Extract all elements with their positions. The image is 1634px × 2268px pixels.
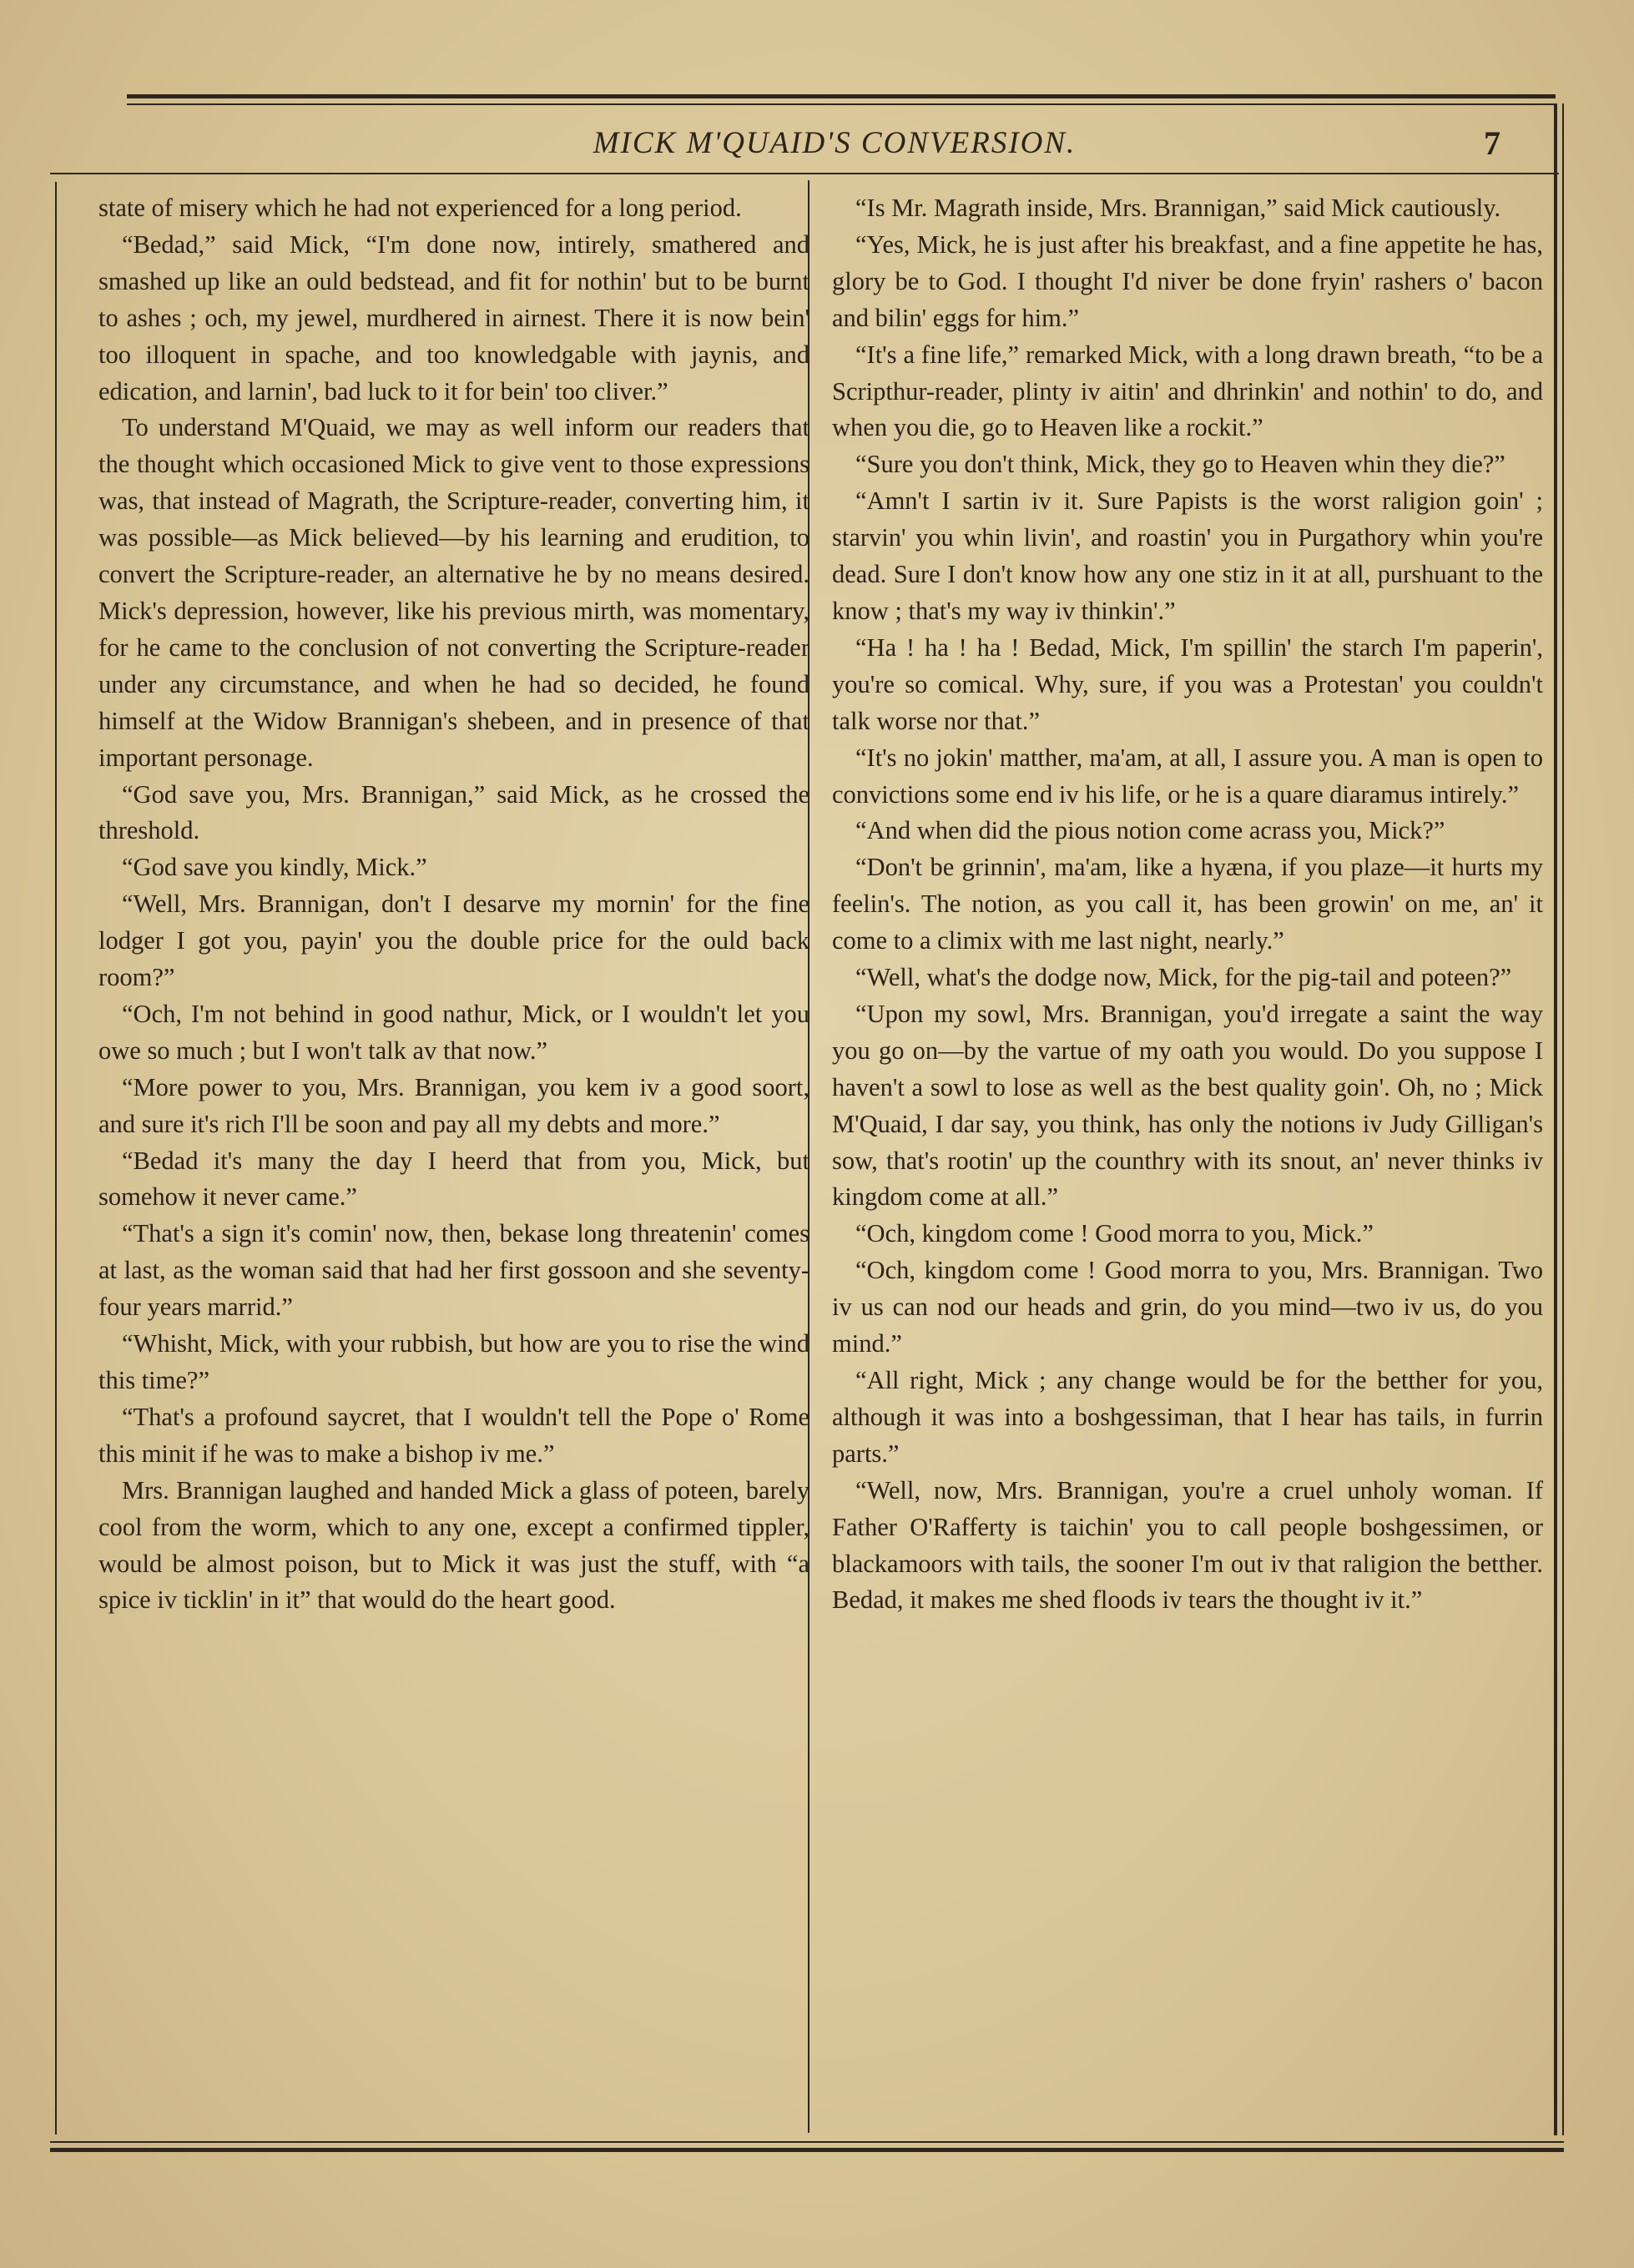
paragraph: “Bedad,” said Mick, “I'm done now, intirely, smathered and smashed up like an ould bedstead, and fit for nothin' but to be burnt to ashes ; och, my jewel, murdhered in airnest. There it is now bein' too illoquent in spache, and too knowledgable with jaynis, and edication, and larnin', bad luck to it for bein' too cliver.” (98, 229, 809, 406)
paragraph: “Och, I'm not behind in good nathur, Mick, or I wouldn't let you owe so much ; but I won't talk av that now.” (98, 999, 809, 1065)
paragraph: “God save you, Mrs. Brannigan,” said Mick, as he crossed the threshold. (98, 779, 809, 845)
paragraph: “Bedad it's many the day I heerd that from you, Mick, but somehow it never came.” (98, 1146, 809, 1212)
paragraph: “Ha ! ha ! ha ! Bedad, Mick, I'm spillin' the starch I'm paperin', you're so comical. Why, sure, if you was a Protestan' you couldn't talk worse nor that.” (832, 633, 1543, 735)
paragraph: “God save you kindly, Mick.” (122, 853, 427, 882)
paragraph: “Is Mr. Magrath inside, Mrs. Brannigan,” said Mick cautiously. (855, 194, 1501, 222)
paragraph: “Upon my sowl, Mrs. Brannigan, you'd irregate a saint the way you go on—by the vartue of my oath you would. Do you suppose I haven't a sowl to lose as well as the best quality goin'. Oh, no ; Mick M'Quaid, I dar say, you think, has only the notions iv Judy Gilligan's sow, that's rootin' up the counthry with its snout, an' never thinks iv kingdom come at all.” (832, 999, 1543, 1212)
paragraph: state of misery which he had not experienced for a long period. (98, 194, 742, 222)
paragraph: “It's a fine life,” remarked Mick, with a long drawn breath, “to be a Scripthur-reader, plinty iv aitin' and dhrinkin' and nothin' to do, and when you die, go to Heaven like a rockit.” (832, 340, 1543, 442)
paragraph: “Well, what's the dodge now, Mick, for the pig-tail and poteen?” (855, 963, 1512, 992)
paragraph: “That's a sign it's comin' now, then, bekase long threatenin' comes at last, as the woman said that had her first gossoon and she seventy-four years marrid.” (98, 1219, 809, 1322)
outer-right-rule-a (1554, 103, 1557, 2135)
paragraph: “That's a profound saycret, that I wouldn't tell the Pope o' Rome this minit if he was to make a bishop iv me.” (98, 1402, 809, 1468)
paragraph: “Sure you don't think, Mick, they go to Heaven whin they die?” (855, 450, 1505, 479)
paragraph: Mrs. Brannigan laughed and handed Mick a glass of poteen, barely cool from the worm, which to any one, except a confirmed tippler, would be almost poison, but to Mick it was just the stuff, with “a spice iv ticklin' in it” that would do the heart good. (98, 1475, 809, 1615)
paragraph: “Don't be grinnin', ma'am, like a hyæna, if you plaze—it hurts my feelin's. The notion, as you call it, has been growin' on me, an' it come to a climix with me last night, nearly.” (832, 853, 1543, 955)
page-number: 7 (1484, 124, 1500, 162)
outer-right-rule-b (1562, 103, 1564, 2135)
paragraph: “Well, now, Mrs. Brannigan, you're a cruel unholy woman. If Father O'Rafferty is taichin' you to call people boshgessimen, or blackamoors with tails, the sooner I'm out iv that raligion the betther. Bedad, it makes me shed floods iv tears the thought iv it.” (832, 1475, 1543, 1615)
outer-left-rule (55, 182, 57, 2134)
paragraph: “And when did the pious notion come acrass you, Mick?” (855, 816, 1445, 845)
paragraph: “Well, Mrs. Brannigan, don't I desarve my mornin' for the fine lodger I got you, payin' you the double price for the ould back room?” (98, 890, 809, 992)
bottom-rule-thick (50, 2148, 1564, 2152)
running-head-title: MICK M'QUAID'S CONVERSION. (593, 126, 1077, 160)
paragraph: “All right, Mick ; any change would be for the betther for you, although it was into a boshgessiman, that I hear has tails, in furrin parts.” (832, 1366, 1543, 1468)
bottom-rule-thin (50, 2141, 1564, 2143)
paragraph: “Yes, Mick, he is just after his breakfast, and a fine appetite he has, glory be to God. I thought I'd niver be done fryin' rashers o' bacon and bilin' eggs for him.” (832, 229, 1543, 332)
right-column (832, 190, 1543, 1619)
left-column (98, 190, 809, 1619)
paragraph: “Och, kingdom come ! Good morra to you, Mick.” (855, 1219, 1374, 1248)
header-rule (50, 173, 1559, 174)
top-rule-thin (127, 103, 1556, 105)
paragraph: “Och, kingdom come ! Good morra to you, Mrs. Brannigan. Two iv us can nod our heads and grin, do you mind—two iv us, do you mind.” (832, 1256, 1543, 1358)
paragraph: “Whisht, Mick, with your rubbish, but how are you to rise the wind this time?” (98, 1329, 809, 1394)
paragraph: “More power to you, Mrs. Brannigan, you kem iv a good soort, and sure it's rich I'll be soon and pay all my debts and more.” (98, 1072, 809, 1138)
paragraph: “It's no jokin' matther, ma'am, at all, I assure you. A man is open to convictions some end iv his life, or he is a quare diaramus intirely.” (832, 743, 1543, 809)
top-rule-thick (127, 94, 1556, 98)
paragraph: “Amn't I sartin iv it. Sure Papists is the worst raligion goin' ; starvin' you whin livin', and roastin' you in Purgathory whin you're dead. Sure I don't know how any one stiz in it at all, purshuant to the know ; that's my way iv thinkin'.” (832, 486, 1543, 625)
paragraph: To understand M'Quaid, we may as well inform our readers that the thought which occasioned Mick to give vent to those expressions was, that instead of Magrath, the Scripture-reader, converting him, it was possible—as Mick believed—by his learning and erudition, to convert the Scripture-reader, an alternative he by no means desired. Mick's depression, however, like his previous mirth, was momentary, for he came to the conclusion of not converting the Scripture-reader under any circumstance, and when he had so decided, he found himself at the Widow Brannigan's shebeen, and in presence of that important personage. (98, 413, 809, 772)
